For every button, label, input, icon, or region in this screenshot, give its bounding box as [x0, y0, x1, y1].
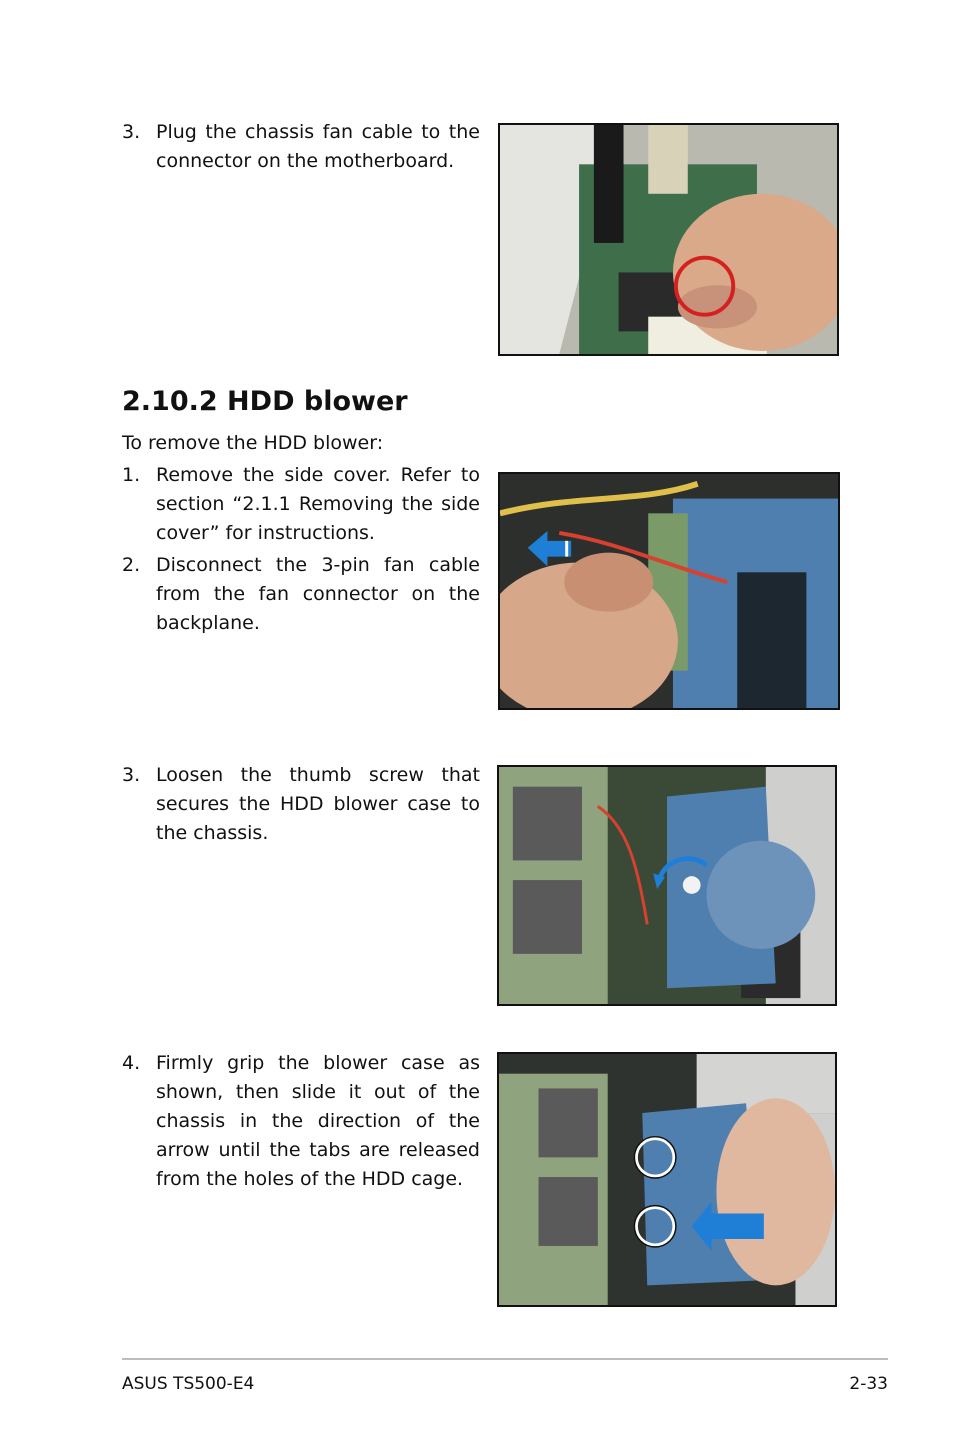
step-text: Remove the side cover. Refer to section “2.1.1 Removing the side cover” for instructions.	[156, 464, 480, 544]
section-title: 2.10.2 HDD blower	[122, 386, 408, 417]
step-remove-side-cover	[122, 461, 480, 548]
step-number: 3.	[122, 764, 141, 786]
section-intro: To remove the HDD blower:	[122, 432, 384, 454]
step-number: 4.	[122, 1052, 141, 1074]
footer-divider	[122, 1358, 888, 1360]
step-disconnect-fan-cable	[122, 551, 480, 638]
step-text: Plug the chassis fan cable to the connector on the motherboard.	[156, 121, 480, 172]
photo-slide-out-blower	[497, 1052, 837, 1307]
step-number: 3.	[122, 121, 141, 143]
step-number: 2.	[122, 554, 141, 576]
photo-fan-cable-connector	[498, 123, 839, 356]
step-text: Firmly grip the blower case as shown, then slide it out of the chassis in the direction of the arrow until the tabs are released from the holes of the HDD cage.	[156, 1052, 480, 1190]
photo-disconnect-fan-cable	[498, 472, 840, 710]
step-text: Disconnect the 3-pin fan cable from the fan connector on the backplane.	[156, 554, 480, 634]
step-remove-blower-case	[122, 1049, 480, 1194]
step-fan-cable	[122, 118, 480, 176]
step-text: Loosen the thumb screw that secures the HDD blower case to the chassis.	[156, 764, 480, 844]
footer-page-number: 2-33	[849, 1374, 888, 1394]
step-loosen-thumb-screw	[122, 761, 480, 848]
photo-thumb-screw	[497, 765, 837, 1006]
step-number: 1.	[122, 464, 141, 486]
footer-product-name: ASUS TS500-E4	[122, 1374, 255, 1394]
